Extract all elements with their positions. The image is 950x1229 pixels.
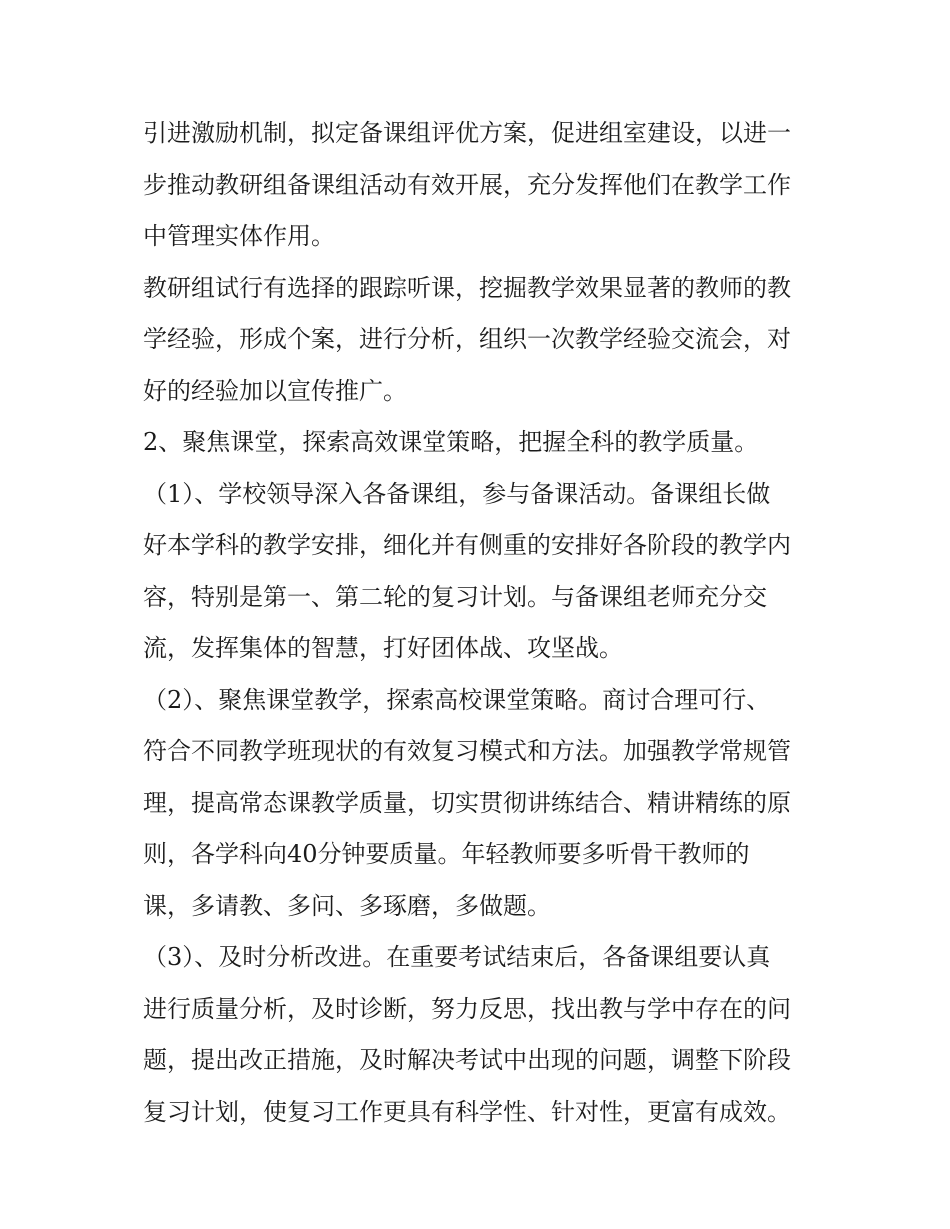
text-line: 步推动教研组备课组活动有效开展，充分发挥他们在教学工作 xyxy=(143,170,791,199)
text-line: 符合不同教学班现状的有效复习模式和方法。加强教学常规管 xyxy=(143,737,791,765)
text-line: 则，各学科向40分钟要质量。年轻教师要多听骨干教师的 xyxy=(143,840,750,868)
text-line: 容，特别是第一、第二轮的复习计划。与备课组老师充分交 xyxy=(143,582,767,611)
section-heading: 2、聚焦课堂，探索高效课堂策略，把握全科的教学质量。 xyxy=(143,428,759,456)
text-line: 教研组试行有选择的跟踪听课，挖掘教学效果显著的教师的教 xyxy=(143,273,791,302)
text-line: 中管理实体作用。 xyxy=(143,222,335,250)
text-line: 好本学科的教学安排，细化并有侧重的安排好各阶段的教学内 xyxy=(143,531,791,559)
document-body xyxy=(143,108,823,1138)
text-line: （2）、聚焦课堂教学，探索高校课堂策略。商讨合理可行、 xyxy=(143,685,771,714)
text-line: 课，多请教、多问、多琢磨，多做题。 xyxy=(143,891,551,920)
text-line: 题，提出改正措施，及时解决考试中出现的问题，调整下阶段 xyxy=(143,1046,791,1074)
text-line: （3）、及时分析改进。在重要考试结束后，各备课组要认真 xyxy=(143,943,771,971)
text-line: （1）、学校领导深入各备课组，参与备课活动。备课组长做 xyxy=(143,479,771,508)
text-line: 引进激励机制，拟定备课组评优方案，促进组室建设，以进一 xyxy=(143,119,791,147)
text-line: 复习计划，使复习工作更具有科学性、针对性，更富有成效。 xyxy=(143,1097,791,1126)
text-line: 学经验，形成个案，进行分析，组织一次教学经验交流会，对 xyxy=(143,325,791,353)
text-line: 理，提高常态课教学质量，切实贯彻讲练结合、精讲精练的原 xyxy=(143,788,791,817)
text-line: 好的经验加以宣传推广。 xyxy=(143,376,407,405)
text-line: 进行质量分析，及时诊断，努力反思，找出教与学中存在的问 xyxy=(143,994,791,1023)
text-line: 流，发挥集体的智慧，打好团体战、攻坚战。 xyxy=(143,634,623,662)
